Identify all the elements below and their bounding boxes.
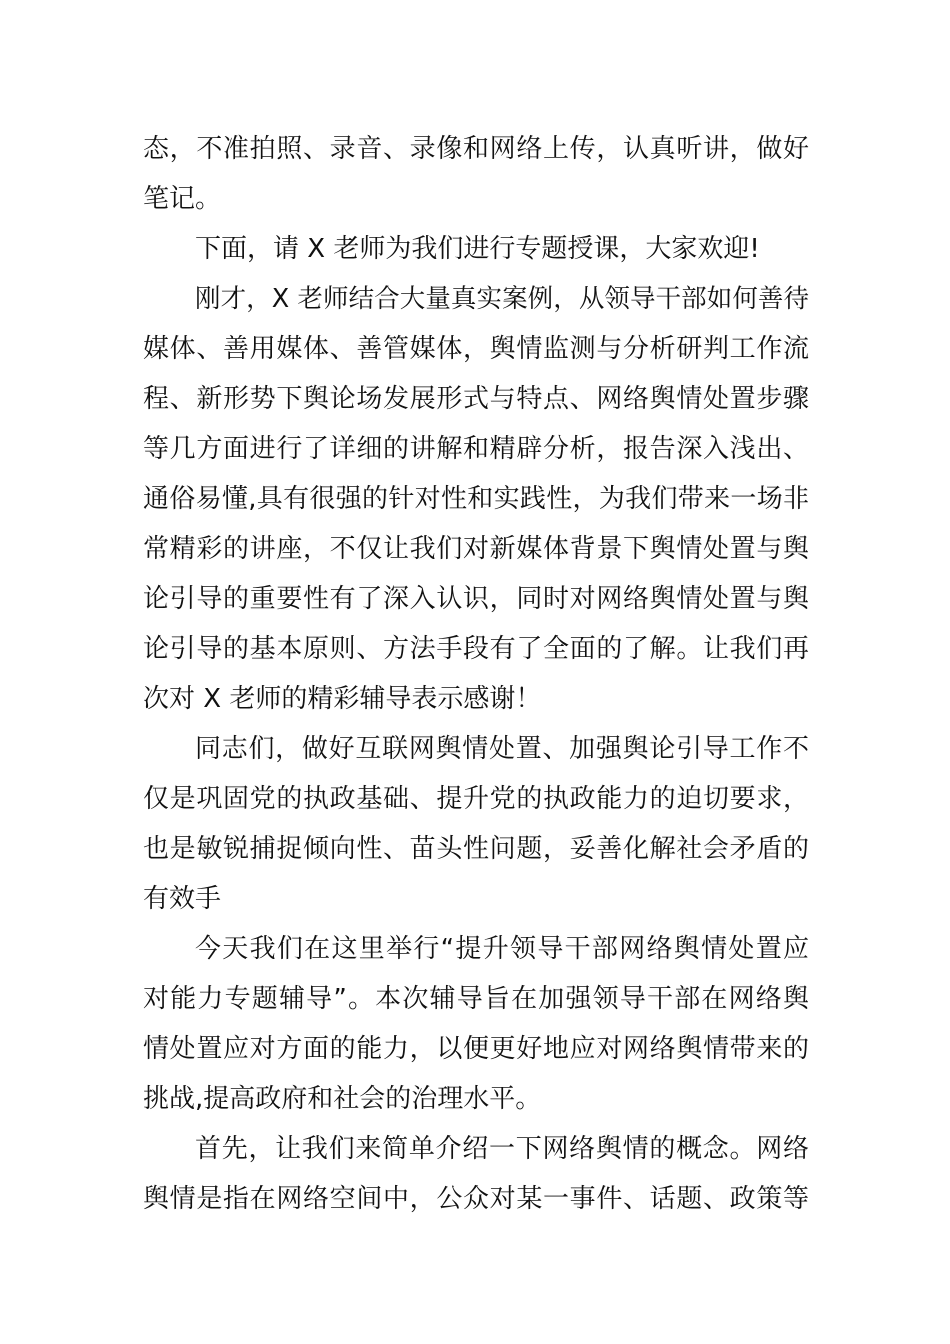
- text-line: 笔记。: [143, 184, 222, 214]
- text-line: 同志们，做好互联网舆情处置、加强舆论引导工作不: [195, 734, 809, 764]
- text-line: 首先，让我们来简单介绍一下网络舆情的概念。网络: [195, 1134, 809, 1164]
- text-line: 常精彩的讲座，不仅让我们对新媒体背景下舆情处置与舆: [143, 534, 809, 564]
- text-line: 通俗易懂,具有很强的针对性和实践性，为我们带来一场非: [143, 484, 809, 514]
- text-line: 刚才，X 老师结合大量真实案例，从领导干部如何善待: [195, 284, 809, 314]
- text-line: 等几方面进行了详细的讲解和精辟分析，报告深入浅出、: [143, 434, 809, 464]
- text-line: 也是敏锐捕捉倾向性、苗头性问题，妥善化解社会矛盾的: [143, 834, 809, 864]
- text-line: 态，不准拍照、录音、录像和网络上传，认真听讲，做好: [143, 134, 809, 164]
- text-line: 仅是巩固党的执政基础、提升党的执政能力的迫切要求，: [143, 784, 809, 814]
- text-line: 论引导的基本原则、方法手段有了全面的了解。让我们再: [143, 634, 809, 664]
- text-line: 舆情是指在网络空间中，公众对某一事件、话题、政策等: [143, 1184, 809, 1214]
- text-line: 媒体、善用媒体、善管媒体，舆情监测与分析研判工作流: [143, 334, 809, 364]
- text-line: 挑战,提高政府和社会的治理水平。: [143, 1084, 542, 1114]
- text-line: 有效手: [143, 884, 222, 914]
- text-line: 对能力专题辅导”。本次辅导旨在加强领导干部在网络舆: [143, 984, 809, 1014]
- text-line: 程、新形势下舆论场发展形式与特点、网络舆情处置步骤: [143, 384, 809, 414]
- document-body: [143, 124, 809, 1224]
- text-line: 论引导的重要性有了深入认识，同时对网络舆情处置与舆: [143, 584, 809, 614]
- text-line: 今天我们在这里举行“提升领导干部网络舆情处置应: [195, 934, 809, 964]
- text-line: 情处置应对方面的能力，以便更好地应对网络舆情带来的: [143, 1034, 809, 1064]
- text-line: 下面，请 X 老师为我们进行专题授课，大家欢迎!: [195, 234, 760, 264]
- text-line: 次对 X 老师的精彩辅导表示感谢！: [143, 684, 542, 714]
